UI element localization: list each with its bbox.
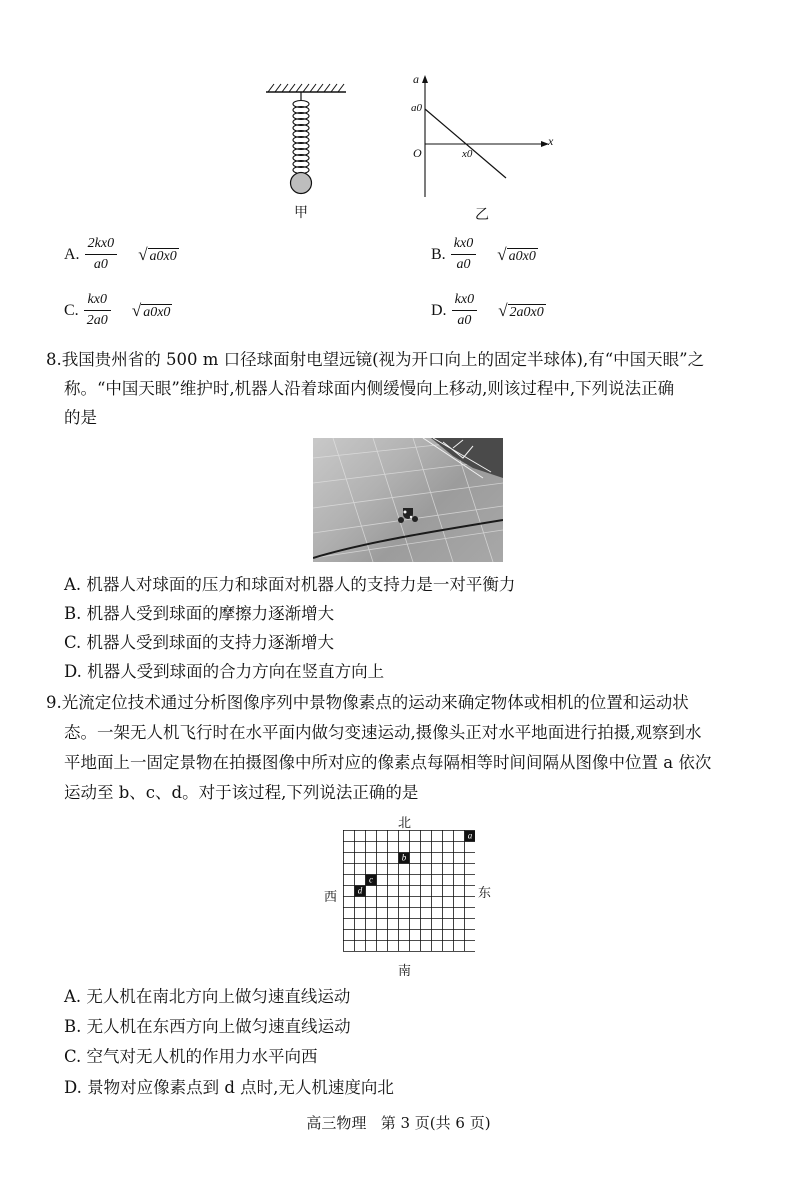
a-x-graph xyxy=(405,72,565,202)
q7-option-c: C. $\frac{kx0}{2a0}$ √ a0x0 xyxy=(64,292,171,328)
q9-stem-line-4: 运动至 b、c、d。对于该过程,下列说法正确的是 xyxy=(64,783,419,802)
axis-x-label: x xyxy=(548,134,554,148)
q8-option-b: B. 机器人受到球面的摩擦力逐渐增大 xyxy=(64,604,335,623)
q8-stem-line-2: 称。“中国天眼”维护时,机器人沿着球面内侧缓慢向上移动,则该过程中,下列说法正确 xyxy=(64,379,675,398)
q9-stem-line-2: 态。一架无人机飞行时在水平面内做匀变速运动,摄像头正对水平地面进行拍摄,观察到水 xyxy=(64,723,702,742)
sqrt-expression: √ a0x0 xyxy=(497,244,536,264)
q8-stem-line-1: 8.我国贵州省的 500 m 口径球面射电望远镜(视为开口向上的固定半球体),有“中国天眼”之 xyxy=(46,350,705,369)
x0-label: x0 xyxy=(462,148,473,160)
fraction: $\frac{kx0}{2a0}$ xyxy=(84,292,111,329)
q9-option-b: B. 无人机在东西方向上做匀速直线运动 xyxy=(64,1017,351,1036)
sqrt-expression: √ a0x0 xyxy=(131,300,171,320)
a0-label: a0 xyxy=(411,102,422,114)
fraction: $\frac{kx0}{a0}$ xyxy=(451,236,476,273)
pixel-point-label-c: c xyxy=(369,874,373,885)
q8-option-d: D. 机器人受到球面的合力方向在竖直方向上 xyxy=(64,662,385,681)
figure-jia-label: 甲 xyxy=(294,205,308,221)
pixel-grid xyxy=(343,830,475,956)
q9-option-c: C. 空气对无人机的作用力水平向西 xyxy=(64,1047,318,1066)
pixel-point-label-b: b xyxy=(401,852,407,863)
east-label: 东 xyxy=(478,886,492,901)
west-label: 西 xyxy=(324,890,338,905)
q8-stem-line-3: 的是 xyxy=(64,408,97,427)
origin-label: O xyxy=(413,146,422,160)
pixel-point-label-a: a xyxy=(467,830,473,841)
q8-option-a: A. 机器人对球面的压力和球面对机器人的支持力是一对平衡力 xyxy=(64,575,516,594)
figure-yi xyxy=(405,72,565,222)
sqrt-expression: √ a0x0 xyxy=(138,244,177,264)
page-footer: 高三物理 第 3 页(共 6 页) xyxy=(306,1114,491,1132)
q8-option-c: C. 机器人受到球面的支持力逐渐增大 xyxy=(64,633,335,652)
q9-stem-line-1: 9.光流定位技术通过分析图像序列中景物像素点的运动来确定物体或相机的位置和运动状 xyxy=(46,693,689,712)
south-label: 南 xyxy=(398,964,412,979)
sqrt-expression: √ 2a0x0 xyxy=(498,300,544,320)
telescope-photo-illustration xyxy=(313,438,503,562)
q7-option-a: A. $\frac{2kx0}{a0}$ √ a0x0 xyxy=(64,236,177,272)
q7-option-b: B. $\frac{kx0}{a0}$ √ a0x0 xyxy=(431,236,536,272)
q9-stem-line-3: 平地面上一固定景物在拍摄图像中所对应的像素点每隔相等时间间隔从图像中位置 a 依次 xyxy=(64,753,712,772)
q7-option-d: D. $\frac{kx0}{a0}$ √ 2a0x0 xyxy=(431,292,544,328)
axis-a-label: a xyxy=(413,72,419,86)
fast-telescope-robot-photo xyxy=(313,438,503,562)
fraction: $\frac{kx0}{a0}$ xyxy=(452,292,477,329)
spring-ball-diagram xyxy=(258,80,353,198)
fraction: $\frac{2kx0}{a0}$ xyxy=(85,236,117,273)
figure-jia xyxy=(258,80,353,220)
q9-option-a: A. 无人机在南北方向上做匀速直线运动 xyxy=(64,987,351,1006)
pixel-grid-figure xyxy=(318,812,498,980)
figure-yi-label: 乙 xyxy=(475,207,489,223)
q9-option-d: D. 景物对应像素点到 d 点时,无人机速度向北 xyxy=(64,1078,394,1097)
north-label: 北 xyxy=(398,816,412,831)
pixel-point-label-d: d xyxy=(357,885,363,896)
